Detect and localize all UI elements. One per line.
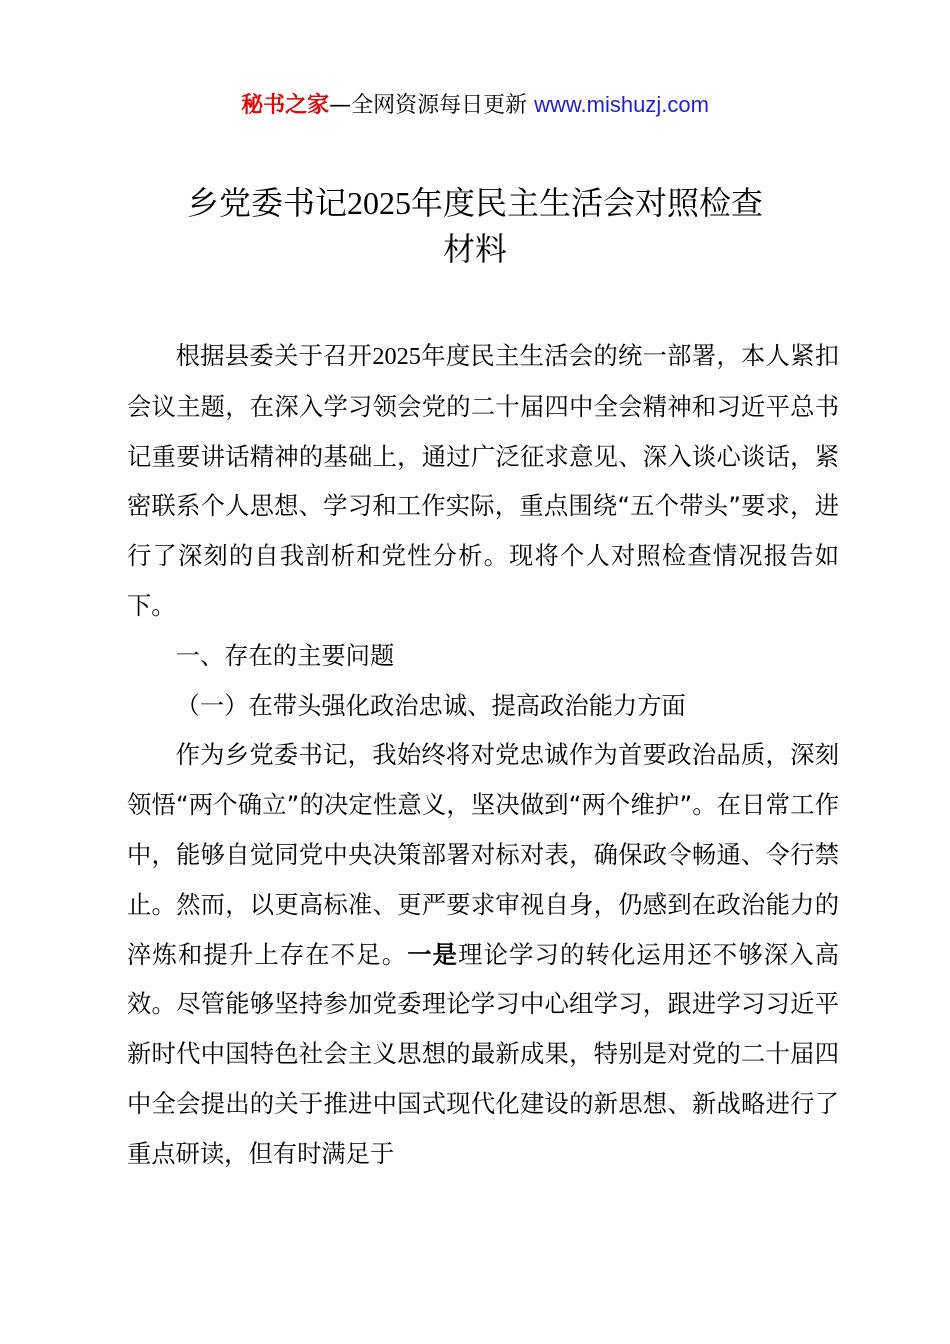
document-title [100, 180, 850, 272]
site-header [0, 88, 950, 123]
header-tagline: —全网资源每日更新 [329, 93, 535, 118]
intro-before: 根据县委关于召开 [175, 341, 373, 370]
title-part1: 乡党委书记 [186, 184, 347, 222]
body-before: 作为乡党委书记，我始终将对党忠诚作为首要政治品质，深刻领悟“两个确立”的决定性意义，坚决做到“两个维护”。在日常工作中，能够自觉同党中央决策部署对标对表，确保政令畅通、令行禁止。然而，以更高标准、更严要求审视自身，仍感到在政治能力的淬炼和提升上存在不足。 [127, 740, 839, 969]
title-part2: 年度民主生活会对照检查 [411, 184, 764, 222]
intro-paragraph [127, 331, 839, 631]
subsection-heading-1: （一）在带头强化政治忠诚、提高政治能力方面 [175, 690, 686, 720]
document-body [127, 331, 839, 1179]
section-heading-1: 一、存在的主要问题 [175, 640, 395, 670]
brand-name: 秘书之家 [241, 93, 330, 118]
title-line2: 材料 [442, 230, 507, 268]
intro-after: 年度民主生活会的统一部署，本人紧扣会议主题，在深入学习领会党的二十届四中全会精神和习近平总书记重要讲话精神的基础上，通过广泛征求意见、深入谈心谈话，紧密联系个人思想、学习和工作实际，重点围绕“五个带头”要求，进行了深刻的自我剖析和党性分析。现将个人对照检查情况报告如下。 [127, 341, 840, 620]
intro-year: 2025 [372, 343, 421, 370]
body-paragraph [127, 730, 839, 1178]
body-lead-point: 一是 [407, 939, 459, 969]
site-url-link[interactable]: www.mishuzj.com [534, 92, 709, 117]
title-year: 2025 [347, 185, 411, 221]
body-after: 理论学习的转化运用还不够深入高效。尽管能够坚持参加党委理论学习中心组学习，跟进学习习近平新时代中国特色社会主义思想的最新成果，特别是对党的二十届四中全会提出的关于推进中国式现代化建设的新思想、新战略进行了重点研读，但有时满足于 [127, 939, 840, 1168]
